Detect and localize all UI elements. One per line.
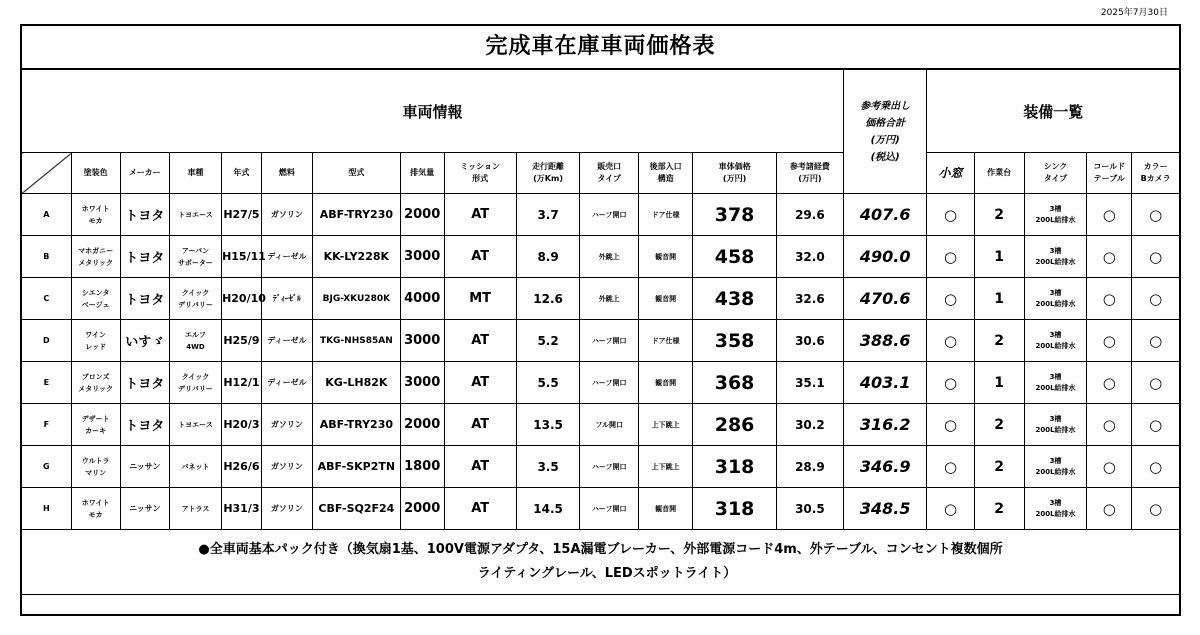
cell-expenses: 28.9 [776, 446, 843, 488]
cell-rear-door: 上下跳上 [638, 404, 692, 446]
cell-workbench: 1 [974, 236, 1024, 278]
header-type: 型式 [312, 153, 400, 194]
cell-color: マホガニー メタリック [71, 236, 120, 278]
header-line: ミッション [460, 162, 500, 171]
cell-type: TKG-NHS85AN [312, 320, 400, 362]
cell-workbench: 1 [974, 362, 1024, 404]
cell-expenses: 30.5 [776, 488, 843, 530]
header-line: 販売口 [597, 162, 622, 171]
cell-fuel: ガソリン [261, 488, 312, 530]
cell-maker: トヨタ [120, 194, 169, 236]
note-line: ●全車両基本パック付き（換気扇1基、100V電源アダプタ、15A漏電ブレーカー、外部電源コード4m、外テーブル、コンセント複数個所 [198, 542, 1003, 557]
cell-sales-door: ハーフ開口 [580, 488, 639, 530]
cell-rear-door: 観音開 [638, 362, 692, 404]
cell-total: 316.2 [843, 404, 927, 446]
note-line: ライティングレール、LEDスポットライト） [464, 566, 737, 581]
header-year: 年式 [222, 153, 262, 194]
header-line: 車体価格 [718, 162, 751, 171]
cell-window: ○ [927, 278, 974, 320]
cell-cold-table: ○ [1087, 194, 1132, 236]
cell-color: デザート カーキ [71, 404, 120, 446]
header-line: コールド [1093, 162, 1126, 171]
cell-maker: トヨタ [120, 362, 169, 404]
cell-mission: AT [444, 320, 516, 362]
header-line: Bカメラ [1140, 174, 1171, 183]
header-line: タイプ [1043, 174, 1068, 183]
cell-distance: 8.9 [516, 236, 580, 278]
cell-sink: 3槽 200L給排水 [1024, 488, 1087, 530]
cell-sales-door: ハーフ開口 [580, 446, 639, 488]
cell-distance: 14.5 [516, 488, 580, 530]
header-line: (万Km) [533, 174, 563, 183]
cell-displacement: 2000 [400, 488, 444, 530]
cell-window: ○ [927, 404, 974, 446]
header-workbench: 作業台 [974, 153, 1024, 194]
cell-year: H31/3 [222, 488, 262, 530]
cell-rear-door: 上下跳上 [638, 446, 692, 488]
cell-camera: ○ [1132, 446, 1179, 488]
header-line: テーブル [1093, 174, 1125, 183]
cell-window: ○ [927, 362, 974, 404]
header-rear-door [638, 153, 692, 194]
header-window: 小窓 [927, 153, 974, 194]
header-line: カラー [1143, 162, 1168, 171]
reference-total-line: 参考乗出し [860, 100, 911, 112]
cell-expenses: 29.6 [776, 194, 843, 236]
cell-camera: ○ [1132, 362, 1179, 404]
cell-model: クイック デリバリー [169, 362, 221, 404]
cell-color: ブロンズ メタリック [71, 362, 120, 404]
cell-fuel: ディーゼル [261, 362, 312, 404]
table-row [22, 236, 1179, 278]
cell-workbench: 1 [974, 278, 1024, 320]
cell-fuel: ガソリン [261, 404, 312, 446]
cell-workbench: 2 [974, 446, 1024, 488]
cell-price: 318 [693, 488, 777, 530]
cell-type: CBF-SQ2F24 [312, 488, 400, 530]
cell-fuel: ディーゼル [261, 320, 312, 362]
header-line: (万円) [798, 174, 822, 183]
cell-cold-table: ○ [1087, 362, 1132, 404]
cell-rear-door: 観音開 [638, 236, 692, 278]
cell-displacement: 4000 [400, 278, 444, 320]
cell-distance: 3.5 [516, 446, 580, 488]
cell-year: H20/3 [222, 404, 262, 446]
cell-window: ○ [927, 236, 974, 278]
cell-mission: AT [444, 362, 516, 404]
cell-year: H25/9 [222, 320, 262, 362]
cell-price: 458 [693, 236, 777, 278]
cell-year: H20/10 [222, 278, 262, 320]
cell-type: BJG-XKU280K [312, 278, 400, 320]
cell-price: 318 [693, 446, 777, 488]
cell-cold-table: ○ [1087, 278, 1132, 320]
cell-workbench: 2 [974, 320, 1024, 362]
cell-camera: ○ [1132, 488, 1179, 530]
cell-fuel: ガソリン [261, 446, 312, 488]
inventory-table [22, 70, 1179, 595]
cell-sales-door: フル開口 [580, 404, 639, 446]
header-price [693, 153, 777, 194]
cell-price: 286 [693, 404, 777, 446]
cell-id: C [22, 278, 71, 320]
cell-sink: 3槽 200L給排水 [1024, 278, 1087, 320]
cell-workbench: 2 [974, 488, 1024, 530]
table-row [22, 362, 1179, 404]
header-camera [1132, 153, 1179, 194]
cell-window: ○ [927, 488, 974, 530]
cell-rear-door: ドア仕様 [638, 320, 692, 362]
cell-id: H [22, 488, 71, 530]
cell-maker: いすゞ [120, 320, 169, 362]
cell-window: ○ [927, 194, 974, 236]
cell-fuel: ガソリン [261, 194, 312, 236]
cell-expenses: 35.1 [776, 362, 843, 404]
header-sink [1024, 153, 1087, 194]
cell-model: トヨエース [169, 194, 221, 236]
cell-year: H26/6 [222, 446, 262, 488]
cell-mission: AT [444, 236, 516, 278]
header-fuel: 燃料 [261, 153, 312, 194]
cell-camera: ○ [1132, 194, 1179, 236]
cell-maker: トヨタ [120, 278, 169, 320]
notes-cell [22, 530, 1179, 595]
table-row [22, 446, 1179, 488]
header-expenses [776, 153, 843, 194]
header-cold-table [1087, 153, 1132, 194]
cell-displacement: 2000 [400, 404, 444, 446]
cell-cold-table: ○ [1087, 236, 1132, 278]
cell-displacement: 3000 [400, 362, 444, 404]
cell-distance: 3.7 [516, 194, 580, 236]
cell-distance: 5.2 [516, 320, 580, 362]
cell-mission: AT [444, 488, 516, 530]
cell-camera: ○ [1132, 320, 1179, 362]
cell-id: D [22, 320, 71, 362]
cell-color: シエンタ ベージュ [71, 278, 120, 320]
header-mission [444, 153, 516, 194]
cell-rear-door: ドア仕様 [638, 194, 692, 236]
cell-type: KG-LH82K [312, 362, 400, 404]
cell-rear-door: 観音開 [638, 278, 692, 320]
cell-color: ホワイト モカ [71, 194, 120, 236]
reference-total-header [843, 70, 927, 194]
cell-price: 378 [693, 194, 777, 236]
cell-mission: AT [444, 194, 516, 236]
cell-price: 368 [693, 362, 777, 404]
header-displacement: 排気量 [400, 153, 444, 194]
table-row [22, 194, 1179, 236]
table-row [22, 278, 1179, 320]
cell-id: G [22, 446, 71, 488]
cell-window: ○ [927, 320, 974, 362]
cell-workbench: 2 [974, 194, 1024, 236]
cell-sales-door: ハーフ開口 [580, 362, 639, 404]
cell-sales-door: 外跳上 [580, 278, 639, 320]
cell-total: 490.0 [843, 236, 927, 278]
cell-type: KK-LY228K [312, 236, 400, 278]
cell-model: トヨエース [169, 404, 221, 446]
reference-total-line: (税込) [870, 151, 900, 163]
cell-fuel: ﾃﾞｨｰｾﾞﾙ [261, 278, 312, 320]
cell-window: ○ [927, 446, 974, 488]
table-row [22, 320, 1179, 362]
reference-total-line: (万円) [870, 134, 900, 146]
cell-id: B [22, 236, 71, 278]
header-line: (万円) [722, 174, 747, 183]
header-line: 構造 [657, 174, 674, 183]
cell-price: 438 [693, 278, 777, 320]
cell-year: H12/1 [222, 362, 262, 404]
cell-displacement: 1800 [400, 446, 444, 488]
cell-year: H27/5 [222, 194, 262, 236]
cell-id: A [22, 194, 71, 236]
cell-workbench: 2 [974, 404, 1024, 446]
header-color: 塗装色 [71, 153, 120, 194]
header-line: 形式 [472, 174, 489, 183]
cell-sink: 3槽 200L給排水 [1024, 320, 1087, 362]
cell-rear-door: 観音開 [638, 488, 692, 530]
cell-sink: 3槽 200L給排水 [1024, 404, 1087, 446]
document-date: 2025年7月30日 [1100, 8, 1168, 18]
cell-price: 358 [693, 320, 777, 362]
header-line: 走行距離 [532, 162, 565, 171]
cell-model: バネット [169, 446, 221, 488]
cell-displacement: 2000 [400, 194, 444, 236]
cell-expenses: 30.6 [776, 320, 843, 362]
reference-total-line: 価格合計 [865, 117, 906, 129]
cell-camera: ○ [1132, 236, 1179, 278]
cell-sales-door: ハーフ開口 [580, 194, 639, 236]
cell-displacement: 3000 [400, 236, 444, 278]
cell-color: ワイン レッド [71, 320, 120, 362]
cell-fuel: ディーゼル [261, 236, 312, 278]
header-line: 後部入口 [649, 162, 682, 171]
cell-type: ABF-TRY230 [312, 404, 400, 446]
header-model: 車種 [169, 153, 221, 194]
cell-maker: ニッサン [120, 488, 169, 530]
cell-sink: 3槽 200L給排水 [1024, 194, 1087, 236]
cell-type: ABF-SKP2TN [312, 446, 400, 488]
cell-maker: トヨタ [120, 236, 169, 278]
sheet-title: 完成車在庫車両価格表 [22, 26, 1179, 70]
cell-sink: 3槽 200L給排水 [1024, 236, 1087, 278]
cell-maker: トヨタ [120, 404, 169, 446]
cell-mission: AT [444, 404, 516, 446]
cell-cold-table: ○ [1087, 446, 1132, 488]
cell-sink: 3槽 200L給排水 [1024, 362, 1087, 404]
cell-sales-door: 外跳上 [580, 236, 639, 278]
cell-expenses: 32.6 [776, 278, 843, 320]
cell-year: H15/11 [222, 236, 262, 278]
cell-camera: ○ [1132, 404, 1179, 446]
cell-type: ABF-TRY230 [312, 194, 400, 236]
header-distance [516, 153, 580, 194]
cell-cold-table: ○ [1087, 404, 1132, 446]
cell-total: 348.5 [843, 488, 927, 530]
table-row [22, 488, 1179, 530]
cell-camera: ○ [1132, 278, 1179, 320]
cell-expenses: 30.2 [776, 404, 843, 446]
header-sales-door [580, 153, 639, 194]
cell-distance: 5.5 [516, 362, 580, 404]
table-row [22, 404, 1179, 446]
cell-sink: 3槽 200L給排水 [1024, 446, 1087, 488]
cell-model: アーバン サポーター [169, 236, 221, 278]
cell-total: 470.6 [843, 278, 927, 320]
cell-maker: ニッサン [120, 446, 169, 488]
cell-distance: 13.5 [516, 404, 580, 446]
cell-color: ウルトラ マリン [71, 446, 120, 488]
header-maker: メーカー [120, 153, 169, 194]
cell-distance: 12.6 [516, 278, 580, 320]
cell-color: ホワイト モカ [71, 488, 120, 530]
cell-id: F [22, 404, 71, 446]
cell-total: 407.6 [843, 194, 927, 236]
corner-diagonal-cell [22, 153, 71, 194]
header-line: タイプ [597, 174, 621, 183]
header-line: シンク [1043, 162, 1068, 171]
cell-mission: MT [444, 278, 516, 320]
cell-displacement: 3000 [400, 320, 444, 362]
cell-total: 403.1 [843, 362, 927, 404]
section-equipment: 装備一覧 [927, 70, 1179, 153]
cell-model: クイック デリバリー [169, 278, 221, 320]
header-line: 参考諸経費 [789, 162, 830, 171]
cell-total: 388.6 [843, 320, 927, 362]
cell-id: E [22, 362, 71, 404]
cell-sales-door: ハーフ開口 [580, 320, 639, 362]
cell-cold-table: ○ [1087, 488, 1132, 530]
cell-expenses: 32.0 [776, 236, 843, 278]
table-body [22, 194, 1179, 530]
cell-mission: AT [444, 446, 516, 488]
cell-model: アトラス [169, 488, 221, 530]
price-sheet [20, 24, 1181, 616]
cell-model: エルフ 4WD [169, 320, 221, 362]
section-vehicle-info: 車両情報 [22, 70, 843, 153]
cell-total: 346.9 [843, 446, 927, 488]
cell-cold-table: ○ [1087, 320, 1132, 362]
